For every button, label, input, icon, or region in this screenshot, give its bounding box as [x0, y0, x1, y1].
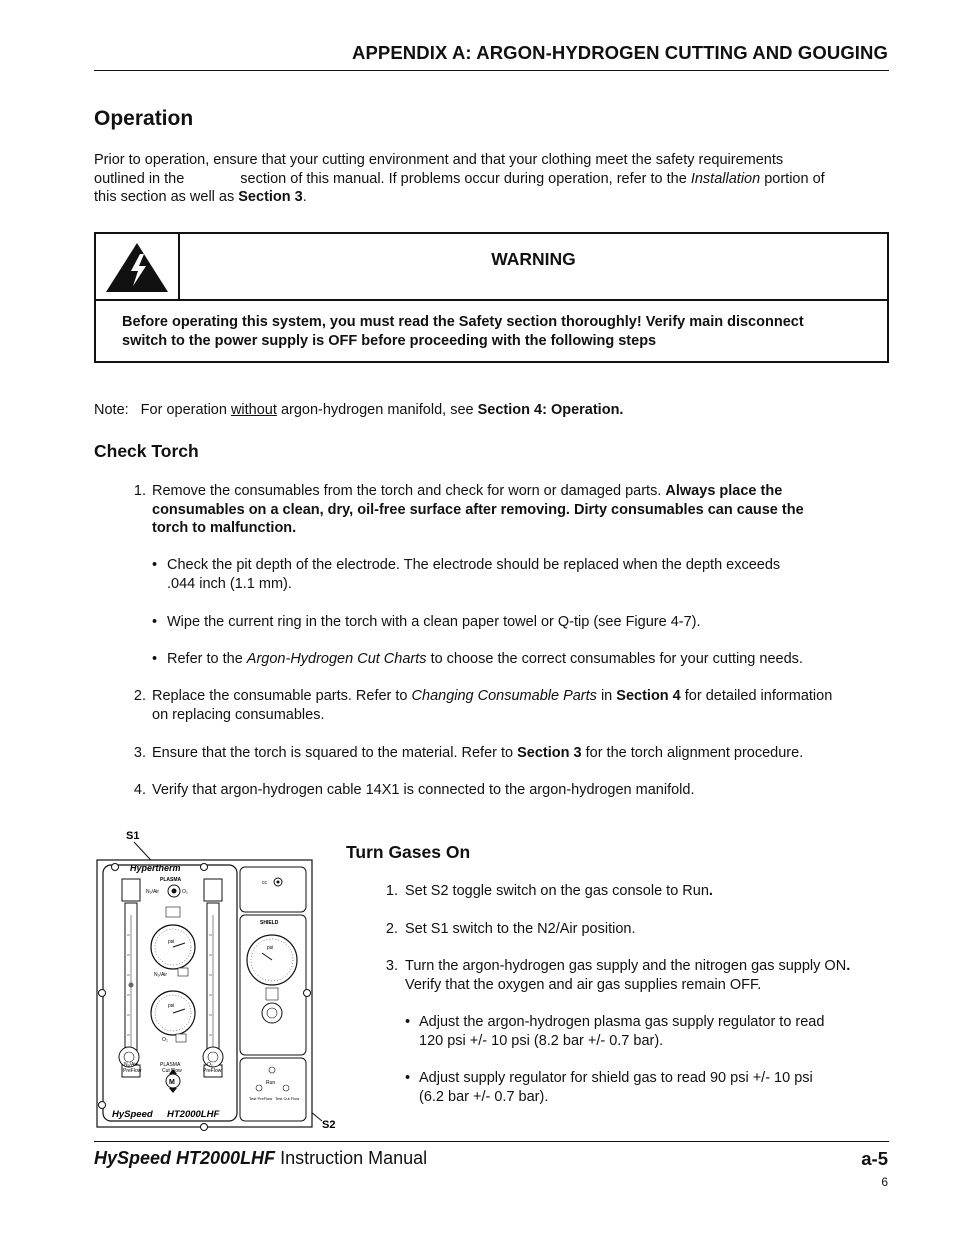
svg-text:PreFlow: PreFlow [123, 1068, 142, 1074]
svg-text:N₂/Air: N₂/Air [154, 972, 168, 978]
intro-line-2: outlined in the section of this manual. If problems occur during operation, refer to the Installation portion of [94, 170, 825, 187]
svg-text:Test Cut Flow: Test Cut Flow [275, 1096, 300, 1101]
section-title: Operation [94, 107, 194, 130]
svg-text:cc: cc [262, 880, 267, 886]
high-voltage-warning-icon [96, 234, 178, 299]
list-item: 1. Remove the consumables from the torch and check for worn or damaged parts. Always place the consumables on a clean, dry, oil-free surface after removing. Dirty consumables can cause the torch to malfunction. [133, 483, 804, 536]
intro-line-3: this section as well as Section 3. [94, 189, 307, 205]
svg-text:PreFlow: PreFlow [203, 1068, 222, 1074]
header-rule [94, 70, 889, 71]
warning-title: WARNING [491, 249, 576, 269]
svg-text:PLASMA: PLASMA [160, 877, 182, 883]
svg-text:SHIELD: SHIELD [260, 920, 279, 926]
svg-text:psi: psi [168, 939, 175, 945]
svg-text:Test PreFlow: Test PreFlow [249, 1096, 273, 1101]
gas-console-figure [94, 825, 344, 1135]
turn-gases-on-heading: Turn Gases On [346, 842, 471, 862]
list-item: • Refer to the Argon-Hydrogen Cut Charts to choose the correct consumables for your cutting needs. [152, 651, 803, 667]
footer-rule [94, 1141, 889, 1142]
svg-text:N₂/Air: N₂/Air [146, 889, 160, 895]
intro-paragraph [94, 151, 894, 207]
svg-text:HT2000LHF: HT2000LHF [167, 1109, 220, 1120]
svg-text:O₂: O₂ [207, 1062, 213, 1068]
running-header: APPENDIX A: ARGON-HYDROGEN CUTTING AND GOUGING [352, 42, 888, 63]
svg-text:psi: psi [267, 945, 274, 951]
svg-text:N₂/Air: N₂/Air [124, 1062, 138, 1068]
list-item: • Adjust supply regulator for shield gas to read 90 psi +/- 10 psi (6.2 bar +/- 0.7 bar). [405, 1070, 813, 1105]
list-item: • Adjust the argon-hydrogen plasma gas supply regulator to read 120 psi +/- 10 psi (8.2 bar +/- 0.7 bar). [405, 1014, 825, 1049]
list-item: • Wipe the current ring in the torch with a clean paper towel or Q-tip (see Figure 4-7). [152, 614, 701, 630]
sheet-number: 6 [881, 1175, 888, 1189]
list-item: 3. Turn the argon-hydrogen gas supply and the nitrogen gas supply ON. Verify that the oxygen and air gas supplies remain OFF. [385, 958, 851, 993]
s2-label: S2 [322, 1119, 336, 1131]
svg-text:Cut Flow: Cut Flow [162, 1068, 182, 1074]
svg-text:psi: psi [168, 1003, 175, 1009]
svg-text:PLASMA: PLASMA [160, 1062, 181, 1068]
page-number: a-5 [861, 1148, 888, 1169]
svg-text:Run: Run [266, 1080, 276, 1086]
s2-switch [256, 1085, 262, 1091]
intro-line-1: Prior to operation, ensure that your cutting environment and that your clothing meet the safety requirements [94, 152, 784, 168]
s1-label: S1 [126, 830, 140, 842]
footer-manual-title: HySpeed HT2000LHF Instruction Manual [94, 1148, 428, 1168]
list-item: 2. Replace the consumable parts. Refer to Changing Consumable Parts in Section 4 for detailed information on replacing consumables. [133, 688, 833, 723]
svg-text:O₂: O₂ [162, 1037, 168, 1043]
brand-logo: Hypertherm [130, 863, 181, 873]
warning-box [94, 232, 889, 363]
list-item: 2. Set S1 switch to the N2/Air position. [385, 921, 636, 937]
warning-icon-cell [96, 234, 180, 299]
list-item: 1. Set S2 toggle switch on the gas console to Run. [385, 883, 713, 899]
model-name: HySpeed [112, 1109, 153, 1120]
svg-text:M: M [169, 1079, 175, 1086]
check-torch-heading: Check Torch [94, 441, 199, 461]
warning-divider [96, 299, 887, 301]
svg-text:O₂: O₂ [182, 889, 188, 895]
list-item: • Check the pit depth of the electrode. The electrode should be replaced when the depth exceeds .044 inch (1.1 mm). [152, 557, 781, 592]
list-item: 3. Ensure that the torch is squared to the material. Refer to Section 3 for the torch alignment procedure. [133, 745, 804, 761]
warning-body: Before operating this system, you must read the Safety section thoroughly! Verify main disconnect switch to the power supply is OFF before proceeding with the following steps [122, 314, 804, 349]
note: Note: For operation without argon-hydrogen manifold, see Section 4: Operation. [94, 402, 624, 418]
list-item: 4. Verify that argon-hydrogen cable 14X1 is connected to the argon-hydrogen manifold. [133, 782, 695, 798]
